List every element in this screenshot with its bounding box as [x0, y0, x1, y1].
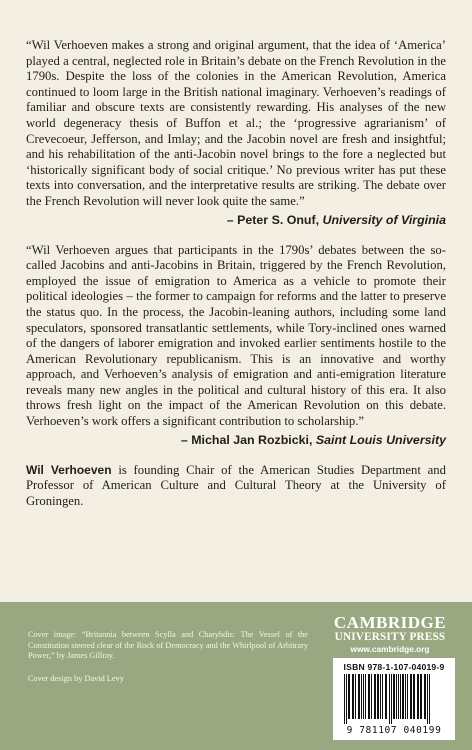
review-quote-rozbicki: “Wil Verhoeven argues that participants in the 1790s’ debates between the so-called Jacobins and anti-Jacobins in Britain, triggered by the French Revolution, employed the issue of emigration to America as a vehicle to promote their political ideologies – the former to campaign for reforms and the latter to preserve the status quo. In the process, the Jacobin-leaning authors, including some land speculators, sponsored transatlantic settlements, while Tory-inclined ones warned of the dangers of laborer emigration and invoked earlier sentiments hostile to the American Revolutionary republicanism. This is an innovative and worthy approach, and Verhoeven’s analysis of emigration and anti-emigration literature reveals many new angles in the political and cultural history of this era. It also throws fresh light on the impact of the American Revolution on this debate. Verhoeven’s work offers a significant contribution to scholarship.”: [26, 242, 446, 429]
publisher-url: www.cambridge.org: [350, 644, 430, 654]
isbn-label: ISBN 978-1-107-04019-9: [343, 662, 445, 672]
reviewer-name: – Michal Jan Rozbicki,: [180, 432, 316, 447]
review-attribution-rozbicki: [26, 433, 446, 447]
footer-band: [0, 602, 472, 750]
review-quote-onuf: “Wil Verhoeven makes a strong and original argument, that the idea of ‘America’ played a central, neglected role in Britain’s debate on the French Revolution in the 1790s. Despite the loss of the colonies in the American Revolution, America continued to loom large in the British national imaginary. Verhoeven’s readings of familiar and obscure texts are consistently rewarding. His analyses of the new world degeneracy thesis of Buffon et al.; the ‘progressive agrarianism’ of Crevecoeur, Jefferson, and Imlay; and the Jacobin novel are fresh and insightful; and his rehabilitation of the anti-Jacobin novel brings to the fore a neglected but ‘historically significant body of social critique.’ No previous writer has put these texts into conversation, and the interpretative results are striking. The debate over the French Revolution will never look quite the same.”: [26, 38, 446, 208]
review-attribution-onuf: [26, 213, 446, 227]
reviewer-institution: University of Virginia: [322, 212, 446, 227]
reviewer-institution: Saint Louis University: [315, 432, 446, 447]
reviewer-name: – Peter S. Onuf,: [226, 212, 323, 227]
cover-design-credit: Cover design by David Levy: [28, 674, 124, 683]
ean-number: 9 781107 040199: [346, 725, 442, 736]
publisher-logo: [330, 614, 450, 643]
author-bio: [26, 463, 446, 510]
cover-image-credit: Cover image: “Britannia between Scylla and Charybdis: The Vessel of the Constitution steered clear of the Rock of Democracy and the Whirlpool of Arbitrary Power,” by James Gillray.: [28, 630, 308, 661]
barcode-panel: [333, 658, 455, 740]
publisher-subtitle: UNIVERSITY PRESS: [334, 631, 446, 643]
author-name: Wil Verhoeven: [26, 462, 112, 477]
author-bio-text: is founding Chair of the American Studies Department and Professor of American Culture and Cultural Theory at the University of Groningen.: [26, 462, 446, 508]
barcode-icon: [342, 674, 446, 724]
publisher-name: CAMBRIDGE: [333, 613, 447, 632]
